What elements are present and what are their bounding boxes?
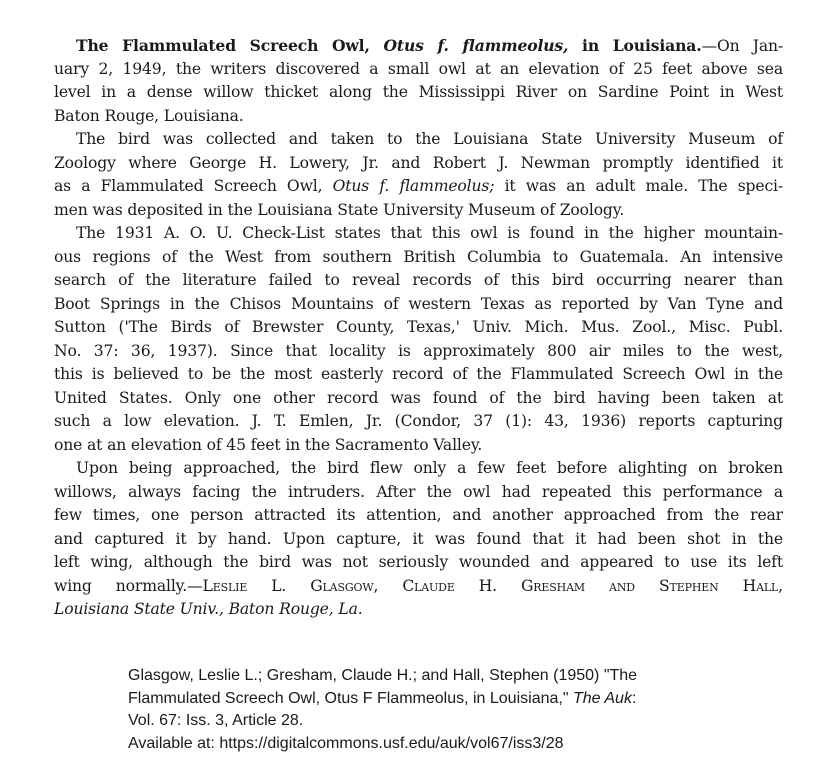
text-line: few times, one person attracted its attention, and another approached from the rear xyxy=(54,506,783,524)
text-line: Upon being approached, the bird flew only a few feet before alighting on broken xyxy=(76,459,783,477)
author-affiliation: Louisiana State Univ., Baton Rouge, La. xyxy=(54,600,363,618)
text-line: Boot Springs in the Chisos Mountains of western Texas as reported by Van Tyne and xyxy=(54,294,783,313)
text-line: Zoology where George H. Lowery, Jr. and Robert J. Newman promptly identified it xyxy=(54,153,783,172)
species-name: Otus f. flammeolus; xyxy=(332,177,495,195)
text-line: ous regions of the West from southern British Columbia to Guatemala. An intensive xyxy=(54,247,783,266)
citation-url[interactable]: Available at: https://digitalcommons.usf.edu/auk/vol67/iss3/28 xyxy=(128,734,564,752)
signature-line xyxy=(54,575,783,599)
article-title-line xyxy=(54,34,783,58)
text-line: United States. Only one other record was found of the bird having been taken at xyxy=(54,388,783,407)
text-line: Sutton ('The Birds of Brewster County, Texas,' Univ. Mich. Mus. Zool., Misc. Publ. xyxy=(54,318,783,336)
author-names: Leslie L. Glasgow, Claude H. Gresham and Stephen Hall, xyxy=(202,576,783,595)
article-title: The Flammulated Screech Owl, xyxy=(76,36,384,55)
text-line: men was deposited in the Louisiana State University Museum of Zoology. xyxy=(54,200,625,219)
text-line: and captured it by hand. Upon capture, it was found that it had been shot in the xyxy=(54,529,783,548)
text-segment: as a Flammulated Screech Owl, xyxy=(54,177,333,195)
citation-text: Flammulated Screech Owl, Otus F Flammeolus, in Louisiana," xyxy=(128,689,573,707)
text-line: willows, always facing the intruders. After the owl had repeated this performance a xyxy=(54,482,783,501)
species-name: Otus f. flammeolus, xyxy=(383,36,569,55)
text-line: left wing, although the bird was not seriously wounded and appeared to use its left xyxy=(54,553,783,571)
citation-block xyxy=(128,665,698,755)
text-segment: it was an adult male. The speci- xyxy=(494,177,783,195)
text-line: The 1931 A. O. U. Check-List states that this owl is found in the higher mountain- xyxy=(76,224,783,242)
paragraph-4 xyxy=(54,457,783,622)
text-line: search of the literature failed to reveal records of this bird occurring nearer than xyxy=(54,271,783,289)
text-line: No. 37: 36, 1937). Since that locality is approximately 800 air miles to the west, xyxy=(54,341,783,360)
citation-text: : xyxy=(631,689,637,707)
paragraph-3 xyxy=(54,222,783,457)
citation-line xyxy=(128,688,698,711)
text-line: uary 2, 1949, the writers discovered a small owl at an elevation of 25 feet above sea xyxy=(54,59,783,78)
text-line: such a low elevation. J. T. Emlen, Jr. (Condor, 37 (1): 43, 1936) reports capturing xyxy=(54,412,783,430)
citation-volume: Vol. 67: Iss. 3, Article 28. xyxy=(128,712,304,730)
journal-name: The Auk xyxy=(572,689,632,707)
text-line: one at an elevation of 45 feet in the Sacramento Valley. xyxy=(54,435,483,454)
article-title-location: in Louisiana. xyxy=(568,36,702,55)
text-line: —On Jan- xyxy=(701,37,783,55)
text-line: The bird was collected and taken to the Louisiana State University Museum of xyxy=(76,130,783,148)
paragraph-1 xyxy=(54,34,783,128)
text-line: Baton Rouge, Louisiana. xyxy=(54,106,244,125)
text-line: level in a dense willow thicket along the Mississippi River on Sardine Point in West xyxy=(54,83,783,101)
text-line xyxy=(54,175,783,199)
text-segment: wing normally.— xyxy=(54,576,203,595)
citation-line: Glasgow, Leslie L.; Gresham, Claude H.; and Hall, Stephen (1950) "The xyxy=(128,667,638,684)
paragraph-2 xyxy=(54,128,783,222)
article-body xyxy=(54,34,783,622)
text-line: this is believed to be the most easterly record of the Flammulated Screech Owl in the xyxy=(54,365,783,383)
